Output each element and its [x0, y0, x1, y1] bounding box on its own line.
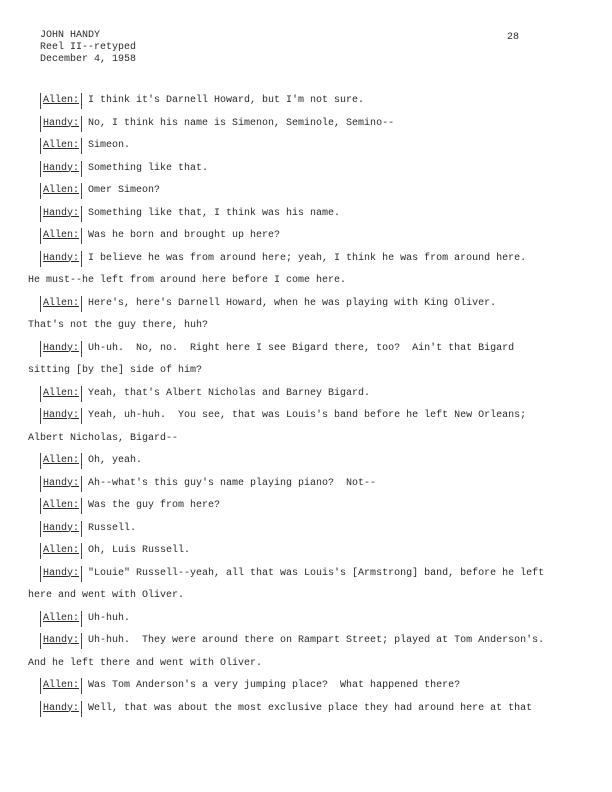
speaker-name: Handy: [43, 635, 80, 646]
speaker-label [40, 678, 82, 694]
speaker-label [40, 498, 82, 514]
line-text: Uh-uh. No, no. Right here I see Bigard there, too? Ain't that Bigard [88, 342, 515, 354]
transcript-line [28, 363, 580, 386]
line-text: Oh, yeah. [88, 455, 143, 466]
speaker-label [40, 633, 82, 649]
line-text: Here's, here's Darnell Howard, when he was playing with King Oliver. [88, 297, 497, 309]
line-text: Simeon. [88, 140, 131, 151]
transcript-line [40, 116, 580, 139]
line-text: Something like that, I think was his name. [88, 207, 341, 219]
line-text: Uh-huh. [88, 612, 131, 624]
transcript-line [40, 453, 580, 476]
transcript-line [40, 206, 580, 229]
line-text: Yeah, uh-huh. You see, that was Louis's band before he left New Orleans; [88, 410, 527, 421]
speaker-label [40, 161, 82, 177]
line-text: No, I think his name is Simenon, Seminole, Semino-- [88, 117, 395, 129]
transcript-line [28, 318, 580, 341]
speaker-label [40, 206, 82, 222]
transcript-line [28, 588, 580, 611]
line-text: Yeah, that's Albert Nicholas and Barney Bigard. [88, 387, 371, 399]
line-text: here and went with Oliver. [28, 590, 185, 601]
speaker-name: Handy: [43, 162, 80, 174]
speaker-name: Handy: [43, 702, 80, 714]
transcript-line [40, 296, 580, 319]
speaker-label [40, 183, 82, 199]
line-text: Albert Nicholas, Bigard-- [28, 432, 179, 444]
line-text: Was he born and brought up here? [88, 230, 281, 241]
line-text: I believe he was from around here; yeah, I think he was from around here. [88, 252, 527, 264]
speaker-name: Allen: [43, 230, 80, 241]
speaker-label [40, 453, 82, 469]
transcript-line [40, 543, 580, 566]
speaker-name: Handy: [43, 522, 80, 534]
transcript-line [40, 93, 580, 116]
line-text: And he left there and went with Oliver. [28, 657, 263, 669]
speaker-label [40, 116, 82, 132]
interview-date: December 4, 1958 [40, 54, 137, 65]
line-text: Was Tom Anderson's a very jumping place? What happened there? [88, 680, 461, 691]
speaker-label [40, 476, 82, 492]
speaker-name: Allen: [43, 387, 80, 399]
speaker-label [40, 296, 82, 312]
interviewee-name: JOHN HANDY [40, 30, 101, 41]
speaker-label [40, 228, 82, 244]
speaker-label [40, 543, 82, 559]
speaker-label [40, 408, 82, 424]
line-text: Something like that. [88, 162, 209, 174]
transcript-line [40, 566, 580, 589]
speaker-name: Allen: [43, 455, 80, 466]
transcript-line [40, 161, 580, 184]
speaker-name: Allen: [43, 500, 80, 511]
speaker-label [40, 611, 82, 627]
speaker-label [40, 138, 82, 154]
transcript-line [40, 521, 580, 544]
transcript-line [40, 228, 580, 251]
line-text: He must--he left from around here before I come here. [28, 275, 347, 286]
transcript-line [40, 251, 580, 274]
line-text: Omer Simeon? [88, 185, 161, 196]
speaker-name: Handy: [43, 207, 80, 219]
line-text: I think it's Darnell Howard, but I'm not sure. [88, 95, 365, 106]
speaker-name: Allen: [43, 95, 80, 106]
transcript-line [40, 611, 580, 634]
speaker-name: Allen: [43, 545, 80, 556]
speaker-name: Handy: [43, 117, 80, 129]
speaker-name: Handy: [43, 567, 80, 579]
transcript-line [40, 138, 580, 161]
speaker-name: Allen: [43, 185, 80, 196]
speaker-name: Handy: [43, 410, 80, 421]
speaker-label [40, 93, 82, 109]
line-text: Uh-huh. They were around there on Rampart Street; played at Tom Anderson's. [88, 635, 545, 646]
speaker-name: Allen: [43, 612, 80, 624]
line-text: Was the guy from here? [88, 500, 221, 511]
document-header [40, 30, 136, 66]
transcript-line [40, 386, 580, 409]
line-text: Ah--what's this guy's name playing piano? Not-- [88, 477, 377, 489]
speaker-name: Allen: [43, 140, 80, 151]
transcript-line [28, 431, 580, 454]
speaker-label [40, 386, 82, 402]
speaker-label [40, 701, 82, 717]
line-text: Oh, Luis Russell. [88, 545, 191, 556]
transcript-line [40, 408, 580, 431]
speaker-label [40, 566, 82, 582]
line-text: Well, that was about the most exclusive place they had around here at that [88, 702, 533, 714]
speaker-name: Handy: [43, 252, 80, 264]
line-text: "Louie" Russell--yeah, all that was Louis's [Armstrong] band, before he left [88, 567, 545, 579]
transcript-line [28, 273, 580, 296]
transcript-line [40, 498, 580, 521]
speaker-label [40, 521, 82, 537]
transcript-line [40, 678, 580, 701]
transcript-body [28, 93, 580, 723]
page-number: 28 [507, 32, 520, 43]
speaker-name: Handy: [43, 477, 80, 489]
transcript-line [40, 341, 580, 364]
transcript-line [40, 183, 580, 206]
speaker-name: Handy: [43, 342, 80, 354]
transcript-line [40, 701, 580, 724]
speaker-label [40, 341, 82, 357]
transcript-line [40, 633, 580, 656]
speaker-name: Allen: [43, 680, 80, 691]
speaker-label [40, 251, 82, 267]
line-text: That's not the guy there, huh? [28, 320, 209, 331]
speaker-name: Allen: [43, 297, 80, 309]
transcript-line [40, 476, 580, 499]
line-text: sitting [by the] side of him? [28, 365, 203, 376]
reel-label: Reel II--retyped [40, 42, 137, 53]
line-text: Russell. [88, 522, 137, 534]
transcript-line [28, 656, 580, 679]
